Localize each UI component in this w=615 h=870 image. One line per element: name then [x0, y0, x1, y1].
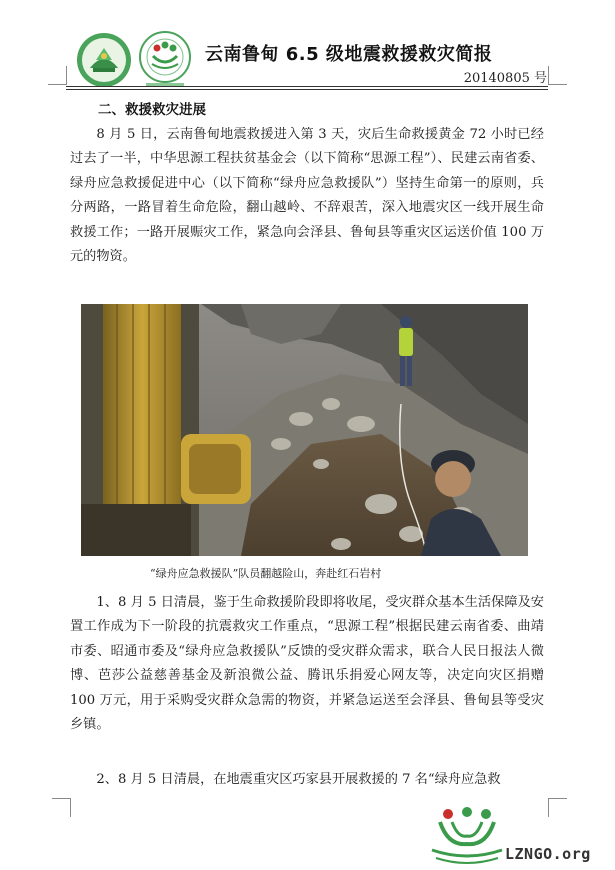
header-rule-thin [66, 89, 548, 90]
rescue-photo [81, 304, 528, 556]
photo-caption: “绿舟应急救援队”队员翻越险山，奔赴红石岩村 [150, 567, 382, 580]
paragraph-item-1: 1、8 月 5 日清晨，鉴于生命救援阶段即将收尾，受灾群众基本生活保障及安置工作成为下一阶段的抗震救灾工作重点，“思源工程”根据民建云南省委、曲靖市委、昭通市委及“绿舟应急救援队”反馈的受灾群众需求，联合人民日报法人微博、芭莎公益慈善基金及新浪微公益、腾讯乐捐爱心网友等，决定向灾区捐赠 100 万元，用于采购受灾群众急需的物资，并紧急运送至会泽县、鲁甸县等受灾乡镇。 [70, 595, 544, 733]
section-heading: 二、救援救灾进展 [98, 102, 206, 118]
website-label: LZNGO.org [505, 845, 591, 863]
paragraph-intro: 8 月 5 日，云南鲁甸地震救援进入第 3 天，灾后生命救援黄金 72 小时已经过去了一半，中华思源工程扶贫基金会（以下简称“思源工程”）、民建云南省委、绿舟应急救援促进中心（以下简称“绿舟应急救援队”）坚持生命第一的原则，兵分两路，一路冒着生命危险，翻山越岭、不辞艰苦，深入地震灾区一线开展生命救援工作；一路开展赈灾工作，紧急向会泽县、鲁甸县等重灾区运送价值 100 万元的物资。 [70, 127, 544, 265]
crop-mark-bottom-right [548, 798, 567, 817]
crop-mark-top-left [48, 66, 67, 85]
paragraph-item-2: 2、8 月 5 日清晨，在地震重灾区巧家县开展救援的 7 名“绿舟应急救 [96, 772, 501, 787]
rescue-center-logo-icon [136, 30, 194, 90]
crop-mark-top-right [548, 66, 567, 85]
foundation-logo-icon [76, 32, 132, 88]
header-rule [66, 86, 548, 87]
crop-mark-bottom-left [52, 798, 71, 817]
lzngo-logo-icon [428, 806, 506, 866]
bulletin-title: 云南鲁甸 6.5 级地震救援救灾简报 [205, 44, 493, 65]
issue-number: 20140805 号 [463, 71, 547, 86]
